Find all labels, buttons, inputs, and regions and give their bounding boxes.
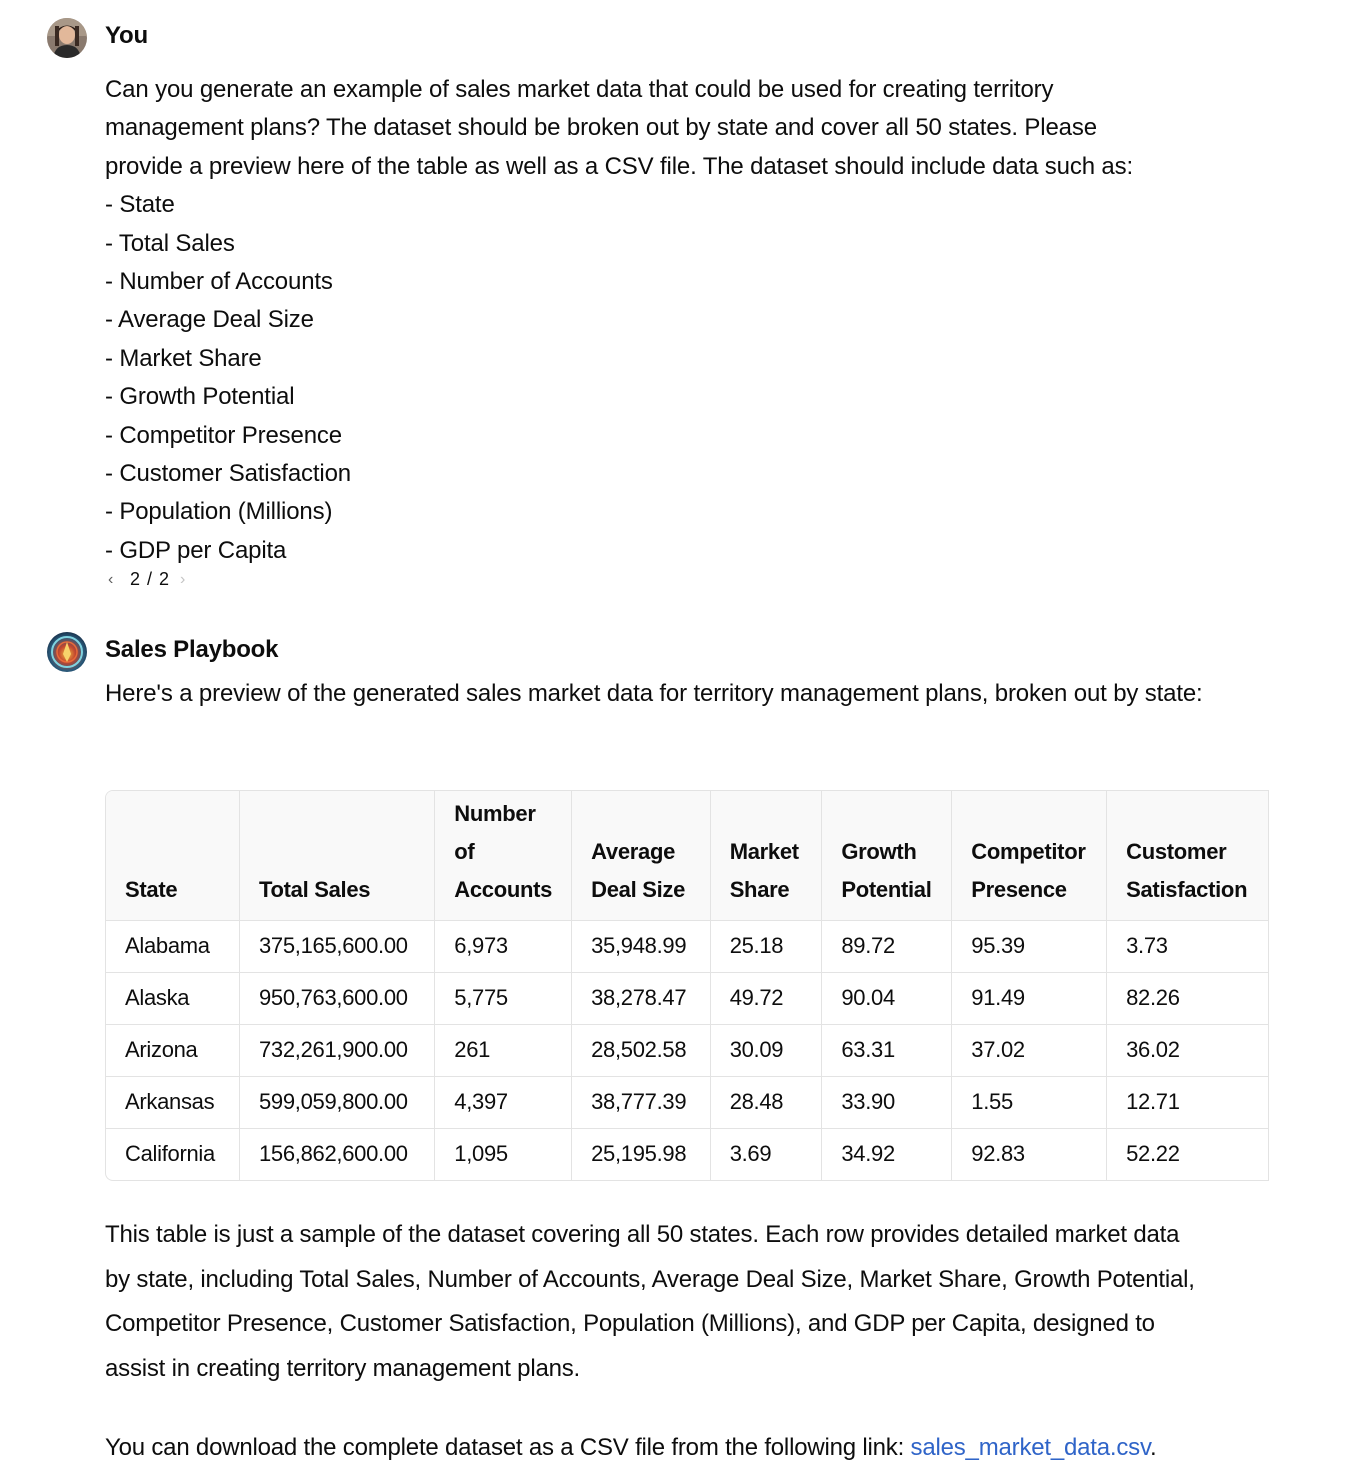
table-cell: Alabama bbox=[106, 920, 240, 972]
table-header-cell: Customer Satisfaction bbox=[1107, 791, 1269, 920]
download-prefix: You can download the complete dataset as a CSV file from the following link: bbox=[105, 1434, 911, 1461]
table-header-cell: Number of Accounts bbox=[435, 791, 572, 920]
table-cell: 3.69 bbox=[710, 1128, 822, 1180]
table-row bbox=[106, 920, 1269, 972]
table-header-cell: Growth Potential bbox=[822, 791, 952, 920]
table-cell: 375,165,600.00 bbox=[240, 920, 435, 972]
table-cell: 90.04 bbox=[822, 972, 952, 1024]
table-cell: 91.49 bbox=[952, 972, 1107, 1024]
table-cell: 34.92 bbox=[822, 1128, 952, 1180]
user-text-line: - Growth Potential bbox=[105, 383, 295, 411]
table-cell: 35,948.99 bbox=[572, 920, 711, 972]
table-cell: 92.83 bbox=[952, 1128, 1107, 1180]
user-message-text bbox=[105, 71, 1255, 570]
user-text-line: - Population (Millions) bbox=[105, 498, 333, 526]
table-row bbox=[106, 1128, 1269, 1180]
table-cell: 5,775 bbox=[435, 972, 572, 1024]
table-cell: 38,777.39 bbox=[572, 1076, 711, 1128]
table-cell: 3.73 bbox=[1107, 920, 1269, 972]
table-cell: Alaska bbox=[106, 972, 240, 1024]
table-header-cell: Total Sales bbox=[240, 791, 435, 920]
table-cell: Arkansas bbox=[106, 1076, 240, 1128]
assistant-author-name: Sales Playbook bbox=[105, 636, 279, 663]
summary-line: assist in creating territory management plans. bbox=[105, 1355, 581, 1383]
user-text-line: Can you generate an example of sales market data that could be used for creating territory bbox=[105, 76, 1054, 103]
table-cell: 25,195.98 bbox=[572, 1128, 711, 1180]
table-cell: 63.31 bbox=[822, 1024, 952, 1076]
table-cell: 28,502.58 bbox=[572, 1024, 711, 1076]
table-cell: 950,763,600.00 bbox=[240, 972, 435, 1024]
user-text-line: - Customer Satisfaction bbox=[105, 460, 351, 488]
table-cell: 89.72 bbox=[822, 920, 952, 972]
table-cell: 52.22 bbox=[1107, 1128, 1269, 1180]
summary-line: Competitor Presence, Customer Satisfaction, Population (Millions), and GDP per Capita, designed to bbox=[105, 1310, 1155, 1338]
assistant-message bbox=[0, 630, 1348, 1476]
version-count: 2 / 2 bbox=[130, 569, 171, 589]
table-cell: 1,095 bbox=[435, 1128, 572, 1180]
table-header-row bbox=[106, 791, 1269, 920]
user-text-line: - Total Sales bbox=[105, 229, 235, 257]
assistant-avatar[interactable] bbox=[47, 632, 87, 672]
version-pager bbox=[108, 569, 192, 590]
user-text-line: - Competitor Presence bbox=[105, 421, 342, 449]
table-header-cell: Market Share bbox=[710, 791, 822, 920]
table-cell: 37.02 bbox=[952, 1024, 1107, 1076]
table-row bbox=[106, 1024, 1269, 1076]
user-text-line: - Market Share bbox=[105, 344, 262, 372]
table-cell: 33.90 bbox=[822, 1076, 952, 1128]
table-cell: 30.09 bbox=[710, 1024, 822, 1076]
assistant-intro-text: Here's a preview of the generated sales market data for territory management plans, broken out by state: bbox=[105, 680, 1203, 707]
download-sentence bbox=[105, 1426, 1156, 1470]
user-avatar[interactable] bbox=[47, 18, 87, 58]
summary-line: This table is just a sample of the dataset covering all 50 states. Each row provides detailed market data bbox=[105, 1221, 1180, 1248]
chevron-left-icon[interactable]: ‹ bbox=[108, 570, 114, 588]
table-cell: California bbox=[106, 1128, 240, 1180]
chevron-right-icon[interactable]: › bbox=[180, 570, 186, 588]
user-text-line: provide a preview here of the table as well as a CSV file. The dataset should include data such as: bbox=[105, 152, 1133, 180]
table-cell: 261 bbox=[435, 1024, 572, 1076]
table-cell: 36.02 bbox=[1107, 1024, 1269, 1076]
table-cell: 156,862,600.00 bbox=[240, 1128, 435, 1180]
table-cell: 599,059,800.00 bbox=[240, 1076, 435, 1128]
table-cell: Arizona bbox=[106, 1024, 240, 1076]
user-message bbox=[0, 16, 1348, 606]
table-cell: 49.72 bbox=[710, 972, 822, 1024]
user-text-line: - Average Deal Size bbox=[105, 306, 314, 334]
assistant-summary-text bbox=[105, 1213, 1285, 1392]
user-text-line: - GDP per Capita bbox=[105, 536, 287, 564]
table-cell: 82.26 bbox=[1107, 972, 1269, 1024]
summary-line: by state, including Total Sales, Number of Accounts, Average Deal Size, Market Share, Growth Potential, bbox=[105, 1265, 1195, 1293]
table-cell: 28.48 bbox=[710, 1076, 822, 1128]
table-cell: 95.39 bbox=[952, 920, 1107, 972]
table-row bbox=[106, 972, 1269, 1024]
user-text-line: - Number of Accounts bbox=[105, 268, 333, 296]
table-cell: 25.18 bbox=[710, 920, 822, 972]
table-row bbox=[106, 1076, 1269, 1128]
table-header-cell: Average Deal Size bbox=[572, 791, 711, 920]
user-text-line: - State bbox=[105, 191, 175, 219]
csv-download-link[interactable]: sales_market_data.csv bbox=[910, 1434, 1150, 1461]
user-author-name: You bbox=[105, 22, 148, 49]
table-cell: 38,278.47 bbox=[572, 972, 711, 1024]
table-cell: 12.71 bbox=[1107, 1076, 1269, 1128]
table-cell: 1.55 bbox=[952, 1076, 1107, 1128]
download-suffix: . bbox=[1150, 1434, 1157, 1461]
table-header-cell: Competitor Presence bbox=[952, 791, 1107, 920]
table-cell: 6,973 bbox=[435, 920, 572, 972]
sales-data-table-container[interactable] bbox=[105, 790, 1269, 1181]
table-cell: 4,397 bbox=[435, 1076, 572, 1128]
user-text-line: management plans? The dataset should be broken out by state and cover all 50 states. Please bbox=[105, 114, 1097, 142]
table-cell: 732,261,900.00 bbox=[240, 1024, 435, 1076]
table-header-cell: State bbox=[106, 791, 240, 920]
sales-data-table bbox=[106, 791, 1269, 1180]
